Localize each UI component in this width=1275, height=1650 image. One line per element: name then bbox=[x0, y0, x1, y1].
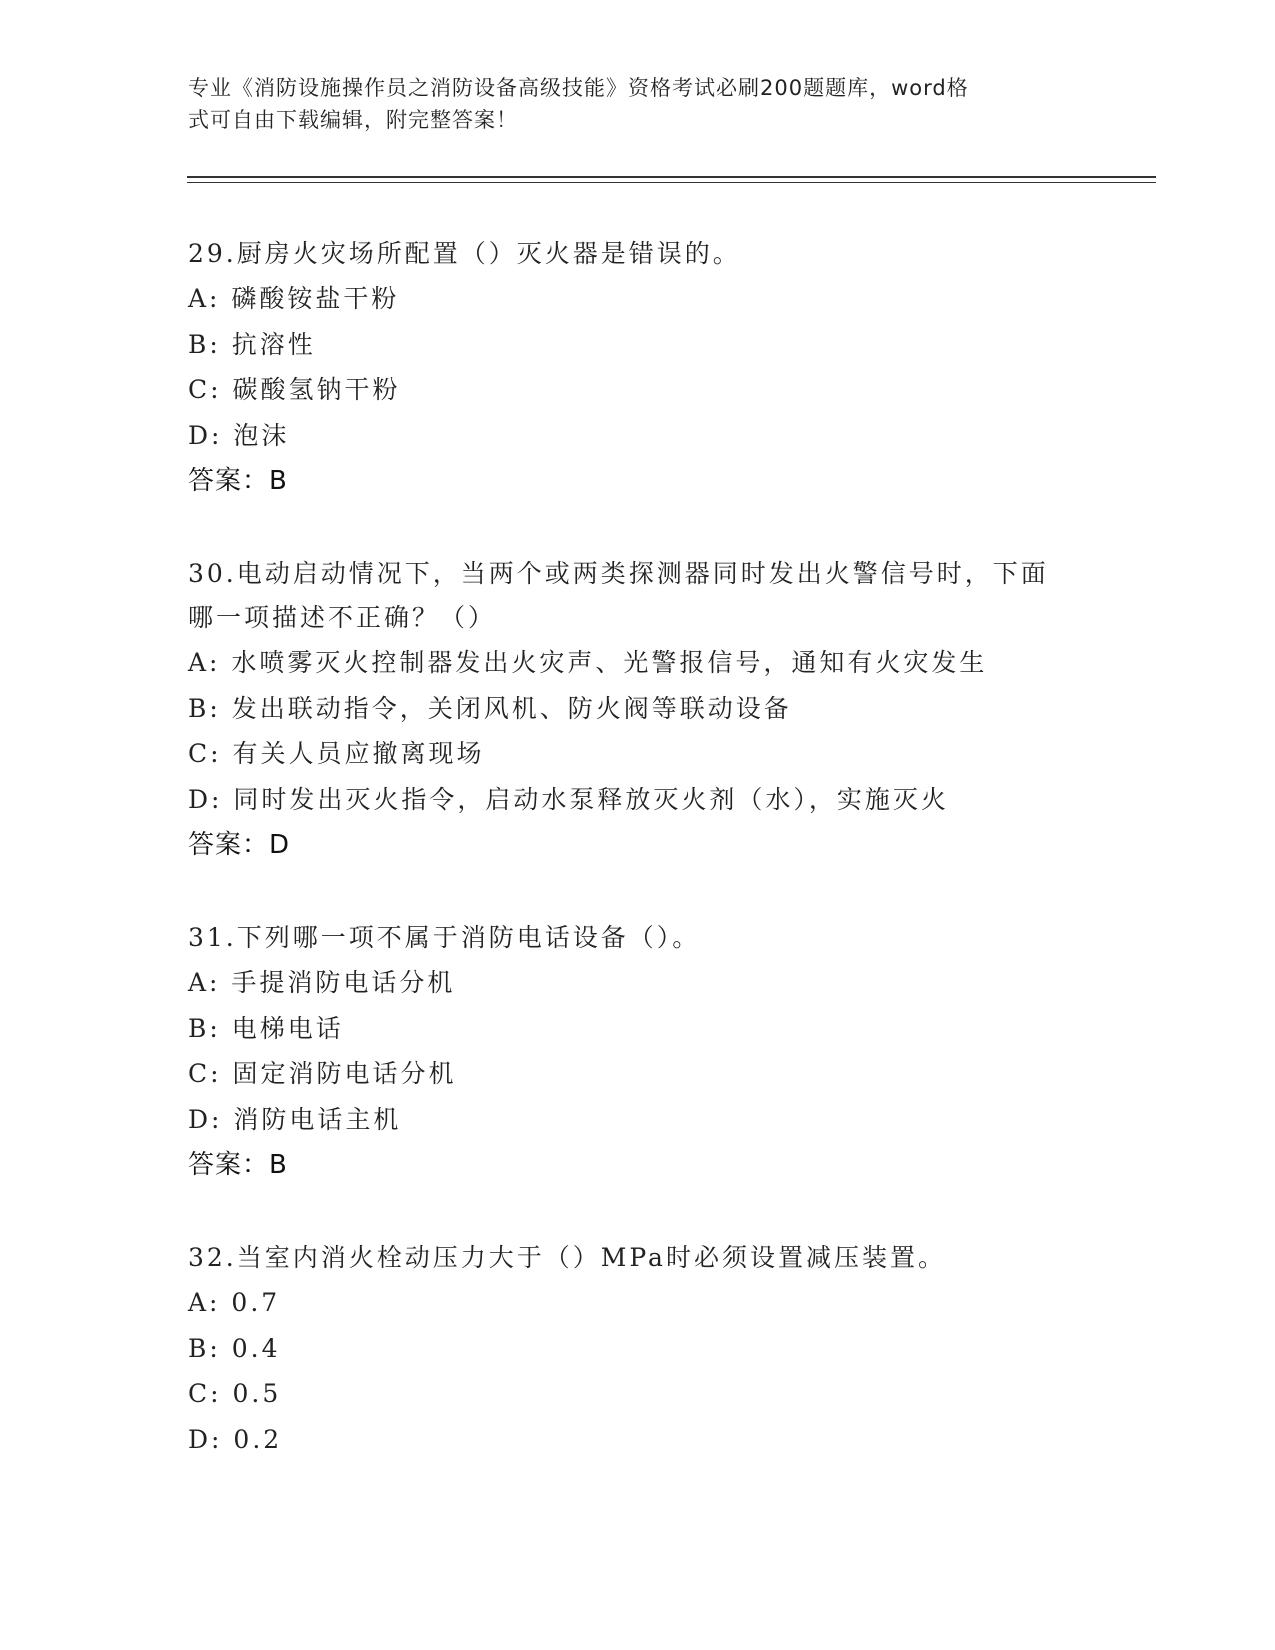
option-d: D: 消防电话主机 bbox=[188, 1104, 402, 1134]
header-divider-thin bbox=[187, 182, 1156, 183]
answer: 答案：B bbox=[188, 1150, 288, 1180]
question-30 bbox=[188, 552, 1088, 868]
question-32 bbox=[188, 1236, 1088, 1462]
answer: 答案：B bbox=[188, 466, 288, 496]
header-line-2: 式可自由下载编辑，附完整答案！ bbox=[188, 108, 518, 132]
option-d: D: 同时发出灭火指令，启动水泵释放灭火剂（水），实施灭火 bbox=[188, 784, 949, 814]
question-text: 31.下列哪一项不属于消防电话设备（）。 bbox=[188, 923, 701, 952]
option-d: D: 0.2 bbox=[188, 1424, 283, 1454]
option-c: C: 碳酸氢钠干粉 bbox=[188, 375, 401, 404]
option-a: A: 水喷雾灭火控制器发出火灾声、光警报信号，通知有火灾发生 bbox=[188, 648, 988, 677]
option-b: B: 电梯电话 bbox=[188, 1013, 344, 1043]
question-31 bbox=[188, 916, 1088, 1188]
option-d: D: 泡沫 bbox=[188, 420, 290, 450]
question-text-line-1: 30.电动启动情况下，当两个或两类探测器同时发出火警信号时，下面 bbox=[188, 559, 1049, 588]
question-list bbox=[188, 232, 1088, 1510]
option-a: A: 手提消防电话分机 bbox=[188, 968, 456, 997]
header-divider-thick bbox=[187, 176, 1156, 178]
question-text-line-2: 哪一项描述不正确？（） bbox=[188, 603, 497, 632]
question-text: 32.当室内消火栓动压力大于（）MPa时必须设置减压装置。 bbox=[188, 1243, 946, 1272]
option-a: A: 磷酸铵盐干粉 bbox=[188, 284, 400, 313]
option-c: C: 固定消防电话分机 bbox=[188, 1059, 457, 1088]
option-c: C: 0.5 bbox=[188, 1379, 282, 1408]
question-text: 29.厨房火灾场所配置（）灭火器是错误的。 bbox=[188, 239, 741, 268]
document-header bbox=[188, 72, 1068, 136]
header-line-1: 专业《消防设施操作员之消防设备高级技能》资格考试必刷200题题库，word格 bbox=[188, 76, 969, 100]
option-c: C: 有关人员应撤离现场 bbox=[188, 739, 485, 768]
question-29 bbox=[188, 232, 1088, 504]
answer: 答案：D bbox=[188, 830, 291, 860]
option-a: A: 0.7 bbox=[188, 1288, 281, 1317]
option-b: B: 抗溶性 bbox=[188, 329, 316, 359]
option-b: B: 0.4 bbox=[188, 1333, 281, 1363]
option-b: B: 发出联动指令，关闭风机、防火阀等联动设备 bbox=[188, 693, 792, 723]
